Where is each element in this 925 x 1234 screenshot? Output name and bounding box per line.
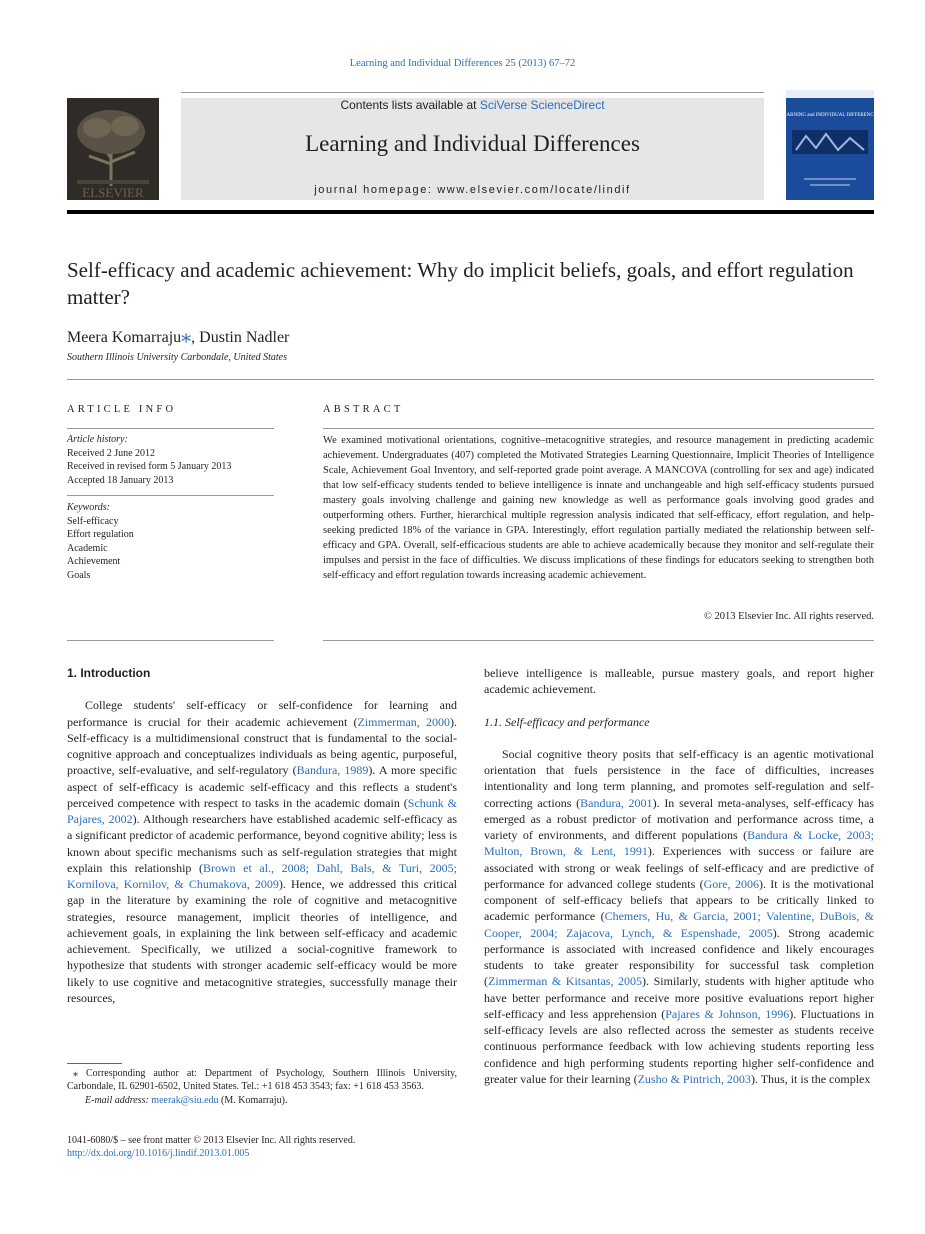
keyword-item: Self-efficacy	[67, 515, 119, 527]
keyword-item: Goals	[67, 569, 91, 581]
contents-line	[181, 98, 764, 112]
doi-link[interactable]: http://dx.doi.org/10.1016/j.lindif.2013.01.005	[67, 1148, 250, 1159]
abstract-rule	[323, 428, 874, 429]
history-received: Received 2 June 2012	[67, 447, 156, 459]
corresponding-author-note	[67, 1068, 457, 1093]
contents-prefix: Contents lists available at	[340, 98, 480, 112]
citation-link[interactable]: Gore, 2006	[703, 876, 759, 891]
keyword-item: Academic	[67, 542, 108, 554]
svg-text:LEARNING and INDIVIDUAL DIFFER: LEARNING and INDIVIDUAL DIFFERENCES	[780, 113, 880, 118]
corresponding-author-text: Corresponding author at: Department of Psychology, Southern Illinois University, Carbondale, IL 62901-6502, United States. Tel.: +1 618 453 3543; fax: +1 618 453 3563.	[67, 1068, 458, 1092]
paragraph-text: Social cognitive theory posits that self-efficacy is an agentic motivational orientation that fuels persistence in the face of difficulties, increases intentionality and long term planning, and promotes self-regulation and self-correcting actions (	[484, 746, 874, 810]
history-accepted: Accepted 18 January 2013	[67, 474, 174, 486]
masthead-top-rule	[181, 92, 764, 93]
paragraph-text: College students' self-efficacy or self-confidence for learning and performance is crucial for their academic achievement (	[67, 698, 457, 729]
author-list	[67, 323, 289, 348]
paragraph-text: ). Experiences with success or failure are associated with strong or weak feelings of self-efficacy and are predictive of performance for advanced college students (	[484, 844, 874, 891]
paragraph-text: ). Strong academic performance is associated with increased confidence and likely encourages students to take greater responsibility for successful task completion (	[484, 925, 874, 989]
subsection-heading: 1.1. Self-efficacy and performance	[484, 714, 650, 729]
elsevier-logo	[67, 98, 159, 200]
homepage-url[interactable]: www.elsevier.com/locate/lindif	[437, 184, 631, 196]
title-divider	[67, 379, 874, 380]
journal-title: Learning and Individual Differences	[305, 131, 640, 156]
paragraph-text: ). A more specific aspect of self-efficacy is academic self-efficacy and this reflects a student's perceived competence with respect to tasks in the academic domain (	[67, 763, 458, 810]
email-suffix: (M. Komarraju).	[218, 1095, 288, 1106]
right-column	[484, 665, 874, 1087]
self-efficacy-paragraph	[484, 746, 874, 1087]
keywords	[67, 501, 274, 582]
paragraph-text: ). Hence, we addressed this critical gap in the literature by examining the role of cognitive and metacognitive strategies, resource management, implicit theories of intelligence, and achievement goals, in explaining the link between self-efficacy and academic achievement. Specifically, we utilized a social-cognitive framework to hypothesize that students with stronger academic self-efficacy would be more likely to use cognitive and metacognitive strategies, successfully manage their resources,	[67, 877, 457, 1005]
abstract-heading: ABSTRACT	[323, 404, 404, 415]
paragraph-text: ). Self-efficacy is a multidimensional construct that is fundamental to the social-cognitive approach and conceptualizes individuals as being agentic, purposeful, proactive, self-evaluative, and self-regulatory (	[67, 714, 457, 778]
author-nadler: , Dustin Nadler	[191, 329, 290, 346]
info-rule	[67, 428, 274, 429]
citation-link[interactable]: Zimmerman & Kitsantas, 2005	[488, 974, 643, 989]
citation-link[interactable]: Pajares & Johnson, 1996	[665, 1006, 790, 1021]
paragraph-text: ). Fluctuations in self-efficacy levels are also reflected across the semester as students receive continuous performance feedback with low achieving students reporting less confidence and high performing students reporting higher self-confidence and greater value for their learning (	[484, 1006, 874, 1086]
paragraph-text: ). Although researchers have established academic self-efficacy as a significant predictor of academic performance, beyond cognitive ability; less is known about specific mechanisms such as self-regulation strategies that might explain this relationship (	[67, 812, 457, 875]
elsevier-tree-icon	[67, 98, 159, 200]
intro-continuation: believe intelligence is malleable, pursue mastery goals, and report higher academic achievement.	[484, 666, 874, 697]
journal-homepage	[181, 184, 764, 196]
header-divider	[67, 210, 874, 214]
footnote	[67, 1068, 457, 1108]
paragraph-text: ). It is the motivational component of self-efficacy beliefs that appears to be critically linked to academic performance (	[484, 876, 874, 924]
svg-text:ELSEVIER: ELSEVIER	[82, 185, 144, 200]
history-label: Article history:	[67, 434, 128, 445]
affiliation: Southern Illinois University Carbondale, United States	[67, 352, 287, 363]
author-komarraju: Meera Komarraju	[67, 329, 182, 346]
corresponding-author-marker[interactable]: ⁎	[181, 325, 192, 347]
abstract-copyright: © 2013 Elsevier Inc. All rights reserved.	[703, 611, 874, 622]
citation-link[interactable]: Zusho & Pintrich, 2003	[637, 1071, 751, 1086]
keywords-rule	[67, 495, 274, 496]
journal-masthead	[181, 98, 764, 200]
citation-link[interactable]: Bandura & Locke, 2003; Multon, Brown, & Lent, 1991	[484, 828, 874, 859]
abstract-text: We examined motivational orientations, cognitive–metacognitive strategies, and resource management in predicting academic achievement. Undergraduates (407) completed the Motivated Strategies Learning Questionnaire, Implicit Theories of Intelligence Scale, Achievement Goal Inventory, and self-reported grade point average. A MANCOVA (controlling for sex and age) indicated that low self-efficacy students tended to believe intelligence is innate and unchangeable and high self-efficacy students pursued mastery goals involving challenge and gaining new knowledge as well as performance goals involving good grades and outperforming others. Further, hierarchical multiple regression analysis indicated that self-efficacy, effort regulation, and help-seeking predicted 18% of the variance in GPA. Interestingly, effort regulation partially mediated the relationship between self-efficacy and GPA. Overall, self-efficacious students are able to achieve academically because they monitor and self-regulate their impulses and persist in the face of difficulties. We discuss implications of these findings for educators seeking to strengthen both self-efficacy and effort regulation towards increasing academic achievement.	[323, 435, 874, 581]
homepage-prefix: journal homepage:	[314, 184, 438, 196]
front-matter	[67, 1134, 467, 1160]
citation-link[interactable]: Schunk & Pajares, 2002	[67, 795, 457, 826]
footnote-rule	[67, 1063, 122, 1064]
citation-link[interactable]: Bandura, 1989	[296, 763, 369, 778]
email-link[interactable]: meerak@siu.edu	[151, 1095, 219, 1106]
citation-link[interactable]: Chemers, Hu, & Garcia, 2001; Valentine, DuBois, & Cooper, 2004; Zajacova, Lynch, & Espenshade, 2005	[484, 909, 874, 940]
journal-cover-thumbnail	[780, 90, 880, 200]
paragraph-text: ). Thus, it is the complex	[750, 1071, 871, 1086]
info-bottom-rule	[67, 640, 274, 641]
citation-link[interactable]: Brown et al., 2008; Dahl, Bals, & Turi, 2005; Kornilova, Kornilov, & Chumakova, 2009	[67, 860, 457, 891]
citation-link[interactable]: Zimmerman, 2000	[357, 714, 450, 729]
article-title: Self-efficacy and academic achievement: Why do implicit beliefs, goals, and effort regulation matter?	[67, 258, 854, 309]
journal-citation[interactable]: Learning and Individual Differences 25 (2013) 67–72	[349, 58, 576, 69]
email-label: E-mail address:	[85, 1095, 152, 1106]
keyword-item: Achievement	[67, 556, 121, 567]
keywords-label: Keywords:	[67, 502, 110, 513]
cover-image-icon	[780, 90, 880, 200]
keyword-item: Effort regulation	[67, 529, 134, 540]
history-revised: Received in revised form 5 January 2013	[67, 461, 232, 472]
introduction-heading: 1. Introduction	[67, 666, 151, 680]
abstract-bottom-rule	[323, 640, 874, 641]
paragraph-text: ). In several meta-analyses, self-efficacy has emerged as a robust predictor of motivation and performance across time, a variety of environments, and different populations (	[484, 795, 875, 842]
article-info-heading: ARTICLE INFO	[67, 404, 177, 415]
sciencedirect-link[interactable]: SciVerse ScienceDirect	[479, 98, 605, 112]
paragraph-text: ). Similarly, students with higher aptitude who have better performance and receive more positive evaluations report higher self-efficacy and less apprehension (	[484, 974, 874, 1021]
citation-link[interactable]: Bandura, 2001	[580, 795, 653, 810]
email-line	[85, 1095, 457, 1108]
article-history	[67, 433, 274, 487]
left-column	[67, 665, 457, 1006]
footnote-marker: ⁎	[73, 1068, 78, 1079]
intro-paragraph	[67, 697, 457, 1006]
issn-line: 1041-6080/$ – see front matter © 2013 Elsevier Inc. All rights reserved.	[67, 1135, 356, 1146]
